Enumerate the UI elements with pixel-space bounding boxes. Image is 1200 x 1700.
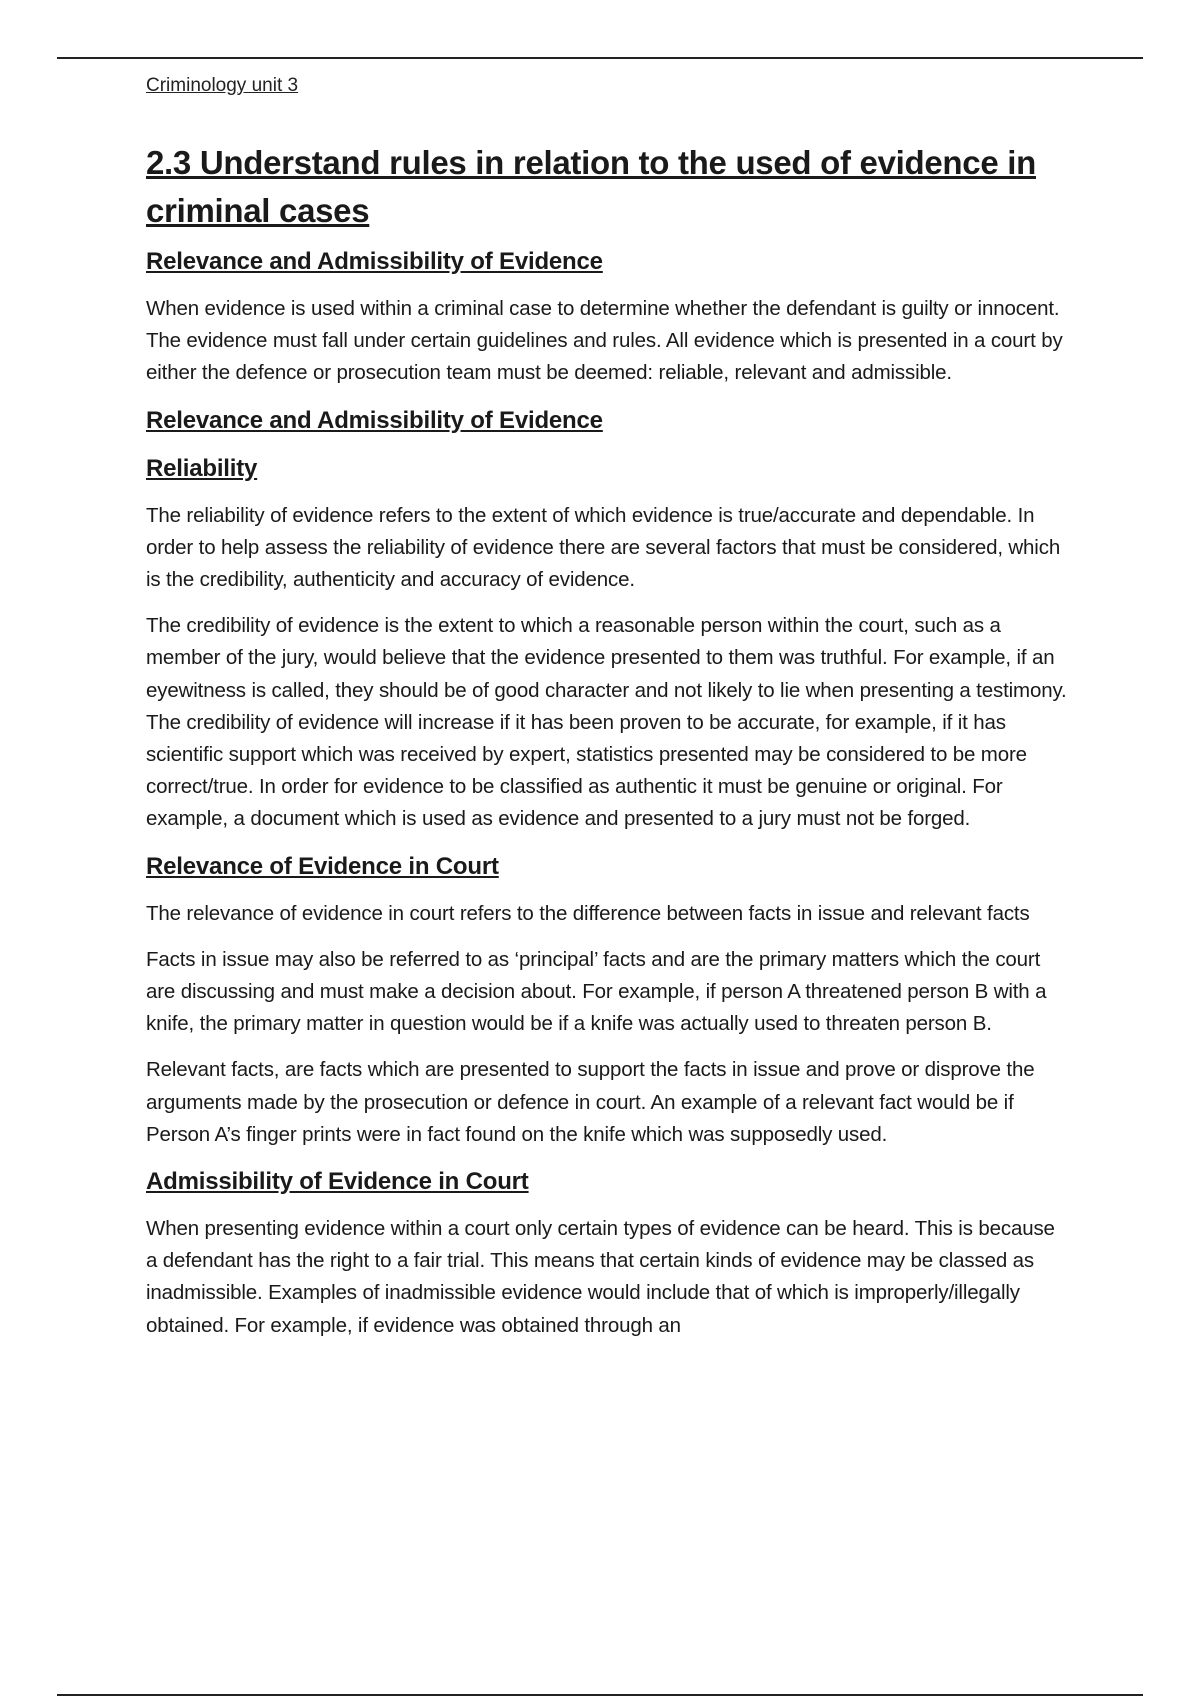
footer-rule [57,1694,1143,1696]
header-rule [57,57,1143,59]
paragraph-facts-in-issue: Facts in issue may also be referred to as ‘principal’ facts and are the primary matters which the court are discussing and must make a decision about. For example, if person A threatened person B with a knife, the primary matter in question would be if a knife was actually used to threaten person B. [146,947,1047,1036]
document-title: 2.3 Understand rules in relation to the used of evidence in criminal cases [146,144,1036,229]
section-heading-admissibility-court: Admissibility of Evidence in Court [146,1168,529,1196]
section-heading-relevance-admissibility: Relevance and Admissibility of Evidence [146,248,603,275]
running-header: Criminology unit 3 [146,75,299,96]
paragraph-relevant-facts: Relevant facts, are facts which are presented to support the facts in issue and prove or disprove the arguments made by the prosecution or defence in court. An example of a relevant fact would be if Person A’s finger prints were in fact found on the knife which was supposedly used. [146,1058,1035,1146]
paragraph-credibility: The credibility of evidence is the extent to which a reasonable person within the court, such as a member of the jury, would believe that the evidence presented to them was truthful. For example, if an eyewitness is called, they should be of good character and not likely to lie when presenting a testimony. The credibility of evidence will increase if it has been proven to be accurate, for example, if it has scientific support which was received by expert, statistics presented may be considered to be more correct/true. In order for evidence to be classified as authentic it must be genuine or original. For example, a document which is used as evidence and presented to a jury must not be forged. [146,614,1067,831]
section-heading-relevance-court: Relevance of Evidence in Court [146,852,499,880]
section-heading-relevance-admissibility-2: Relevance and Admissibility of Evidence [146,406,603,434]
paragraph-intro: When evidence is used within a criminal case to determine whether the defendant is guilty or innocent. The evidence must fall under certain guidelines and rules. All evidence which is presented in a court by either the defence or prosecution team must be deemed: reliable, relevant and admissible. [146,297,1063,385]
document-page [146,73,1071,1356]
paragraph-reliability: The reliability of evidence refers to the extent of which evidence is true/accurate and dependable. In order to help assess the reliability of evidence there are several factors that must be considered, which is the credibility, authenticity and accuracy of evidence. [146,503,1061,592]
section-heading-reliability: Reliability [146,454,258,482]
paragraph-admissibility: When presenting evidence within a court only certain types of evidence can be heard. This is because a defendant has the right to a fair trial. This means that certain kinds of evidence may be classed as inadmissible. Examples of inadmissible evidence would include that of which is improperly/illegally obtained. For example, if evidence was obtained through an [146,1217,1055,1337]
paragraph-relevance-intro: The relevance of evidence in court refers to the difference between facts in issue and relevant facts [146,901,1030,925]
